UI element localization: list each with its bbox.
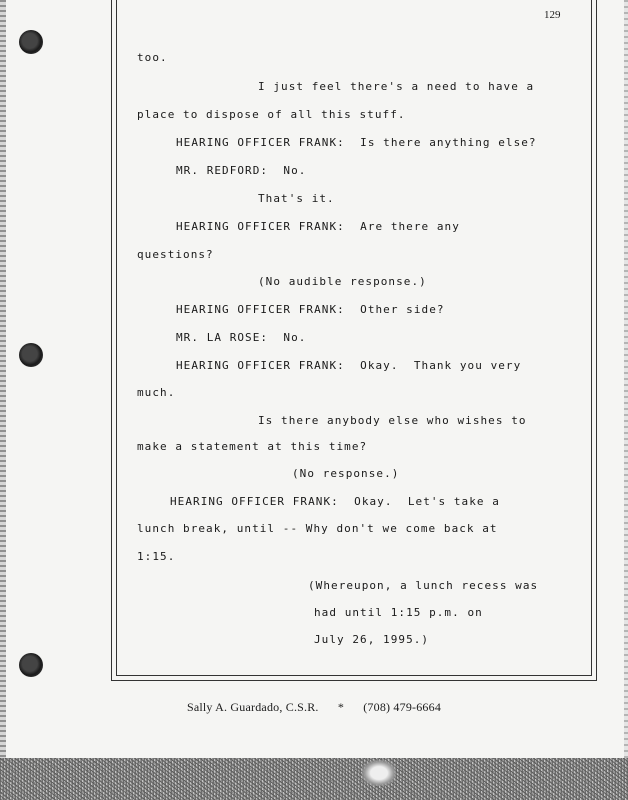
reporter-name: Sally A. Guardado, C.S.R. (186, 700, 319, 714)
page-number: 129 (544, 9, 561, 21)
transcript-line: (No response.) (292, 467, 400, 480)
transcript-line: (No audible response.) (258, 275, 427, 288)
binder-hole-icon (19, 653, 43, 677)
frame-border (111, 680, 597, 681)
transcript-line: HEARING OFFICER FRANK: Are there any (176, 220, 460, 233)
transcript-line: questions? (137, 248, 214, 261)
transcript-line: too. (137, 51, 168, 64)
scan-noise-strip (0, 758, 628, 800)
frame-border (591, 0, 592, 676)
frame-border (116, 0, 117, 676)
binder-hole-icon (19, 343, 43, 367)
transcript-line: HEARING OFFICER FRANK: Is there anything else? (176, 136, 537, 149)
reporter-phone: (708) 479-6664 (363, 700, 442, 714)
transcript-line: HEARING OFFICER FRANK: Okay. Let's take a (170, 495, 500, 508)
transcript-line: had until 1:15 p.m. on (314, 606, 483, 619)
scan-edge-right (624, 0, 628, 760)
transcript-line: July 26, 1995.) (314, 633, 430, 646)
frame-border (116, 675, 592, 676)
transcript-line: (Whereupon, a lunch recess was (308, 579, 539, 592)
transcript-line: place to dispose of all this stuff. (137, 108, 406, 121)
transcript-line: That's it. (258, 192, 335, 205)
transcript-line: MR. REDFORD: No. (176, 164, 307, 177)
transcript-line: much. (137, 386, 176, 399)
footer-separator: * (337, 700, 345, 714)
transcript-line: HEARING OFFICER FRANK: Other side? (176, 303, 445, 316)
frame-border (111, 0, 112, 680)
transcript-line: lunch break, until -- Why don't we come back at (137, 522, 498, 535)
reporter-footer (0, 700, 628, 715)
transcript-line: Is there anybody else who wishes to (258, 414, 527, 427)
binder-hole-icon (19, 30, 43, 54)
transcript-line: make a statement at this time? (137, 440, 368, 453)
scan-edge-left (0, 0, 6, 760)
frame-border (596, 0, 597, 680)
transcript-line: MR. LA ROSE: No. (176, 331, 307, 344)
transcript-line: 1:15. (137, 550, 176, 563)
scan-artifact (362, 760, 396, 786)
transcript-line: I just feel there's a need to have a (258, 80, 535, 93)
transcript-line: HEARING OFFICER FRANK: Okay. Thank you very (176, 359, 522, 372)
